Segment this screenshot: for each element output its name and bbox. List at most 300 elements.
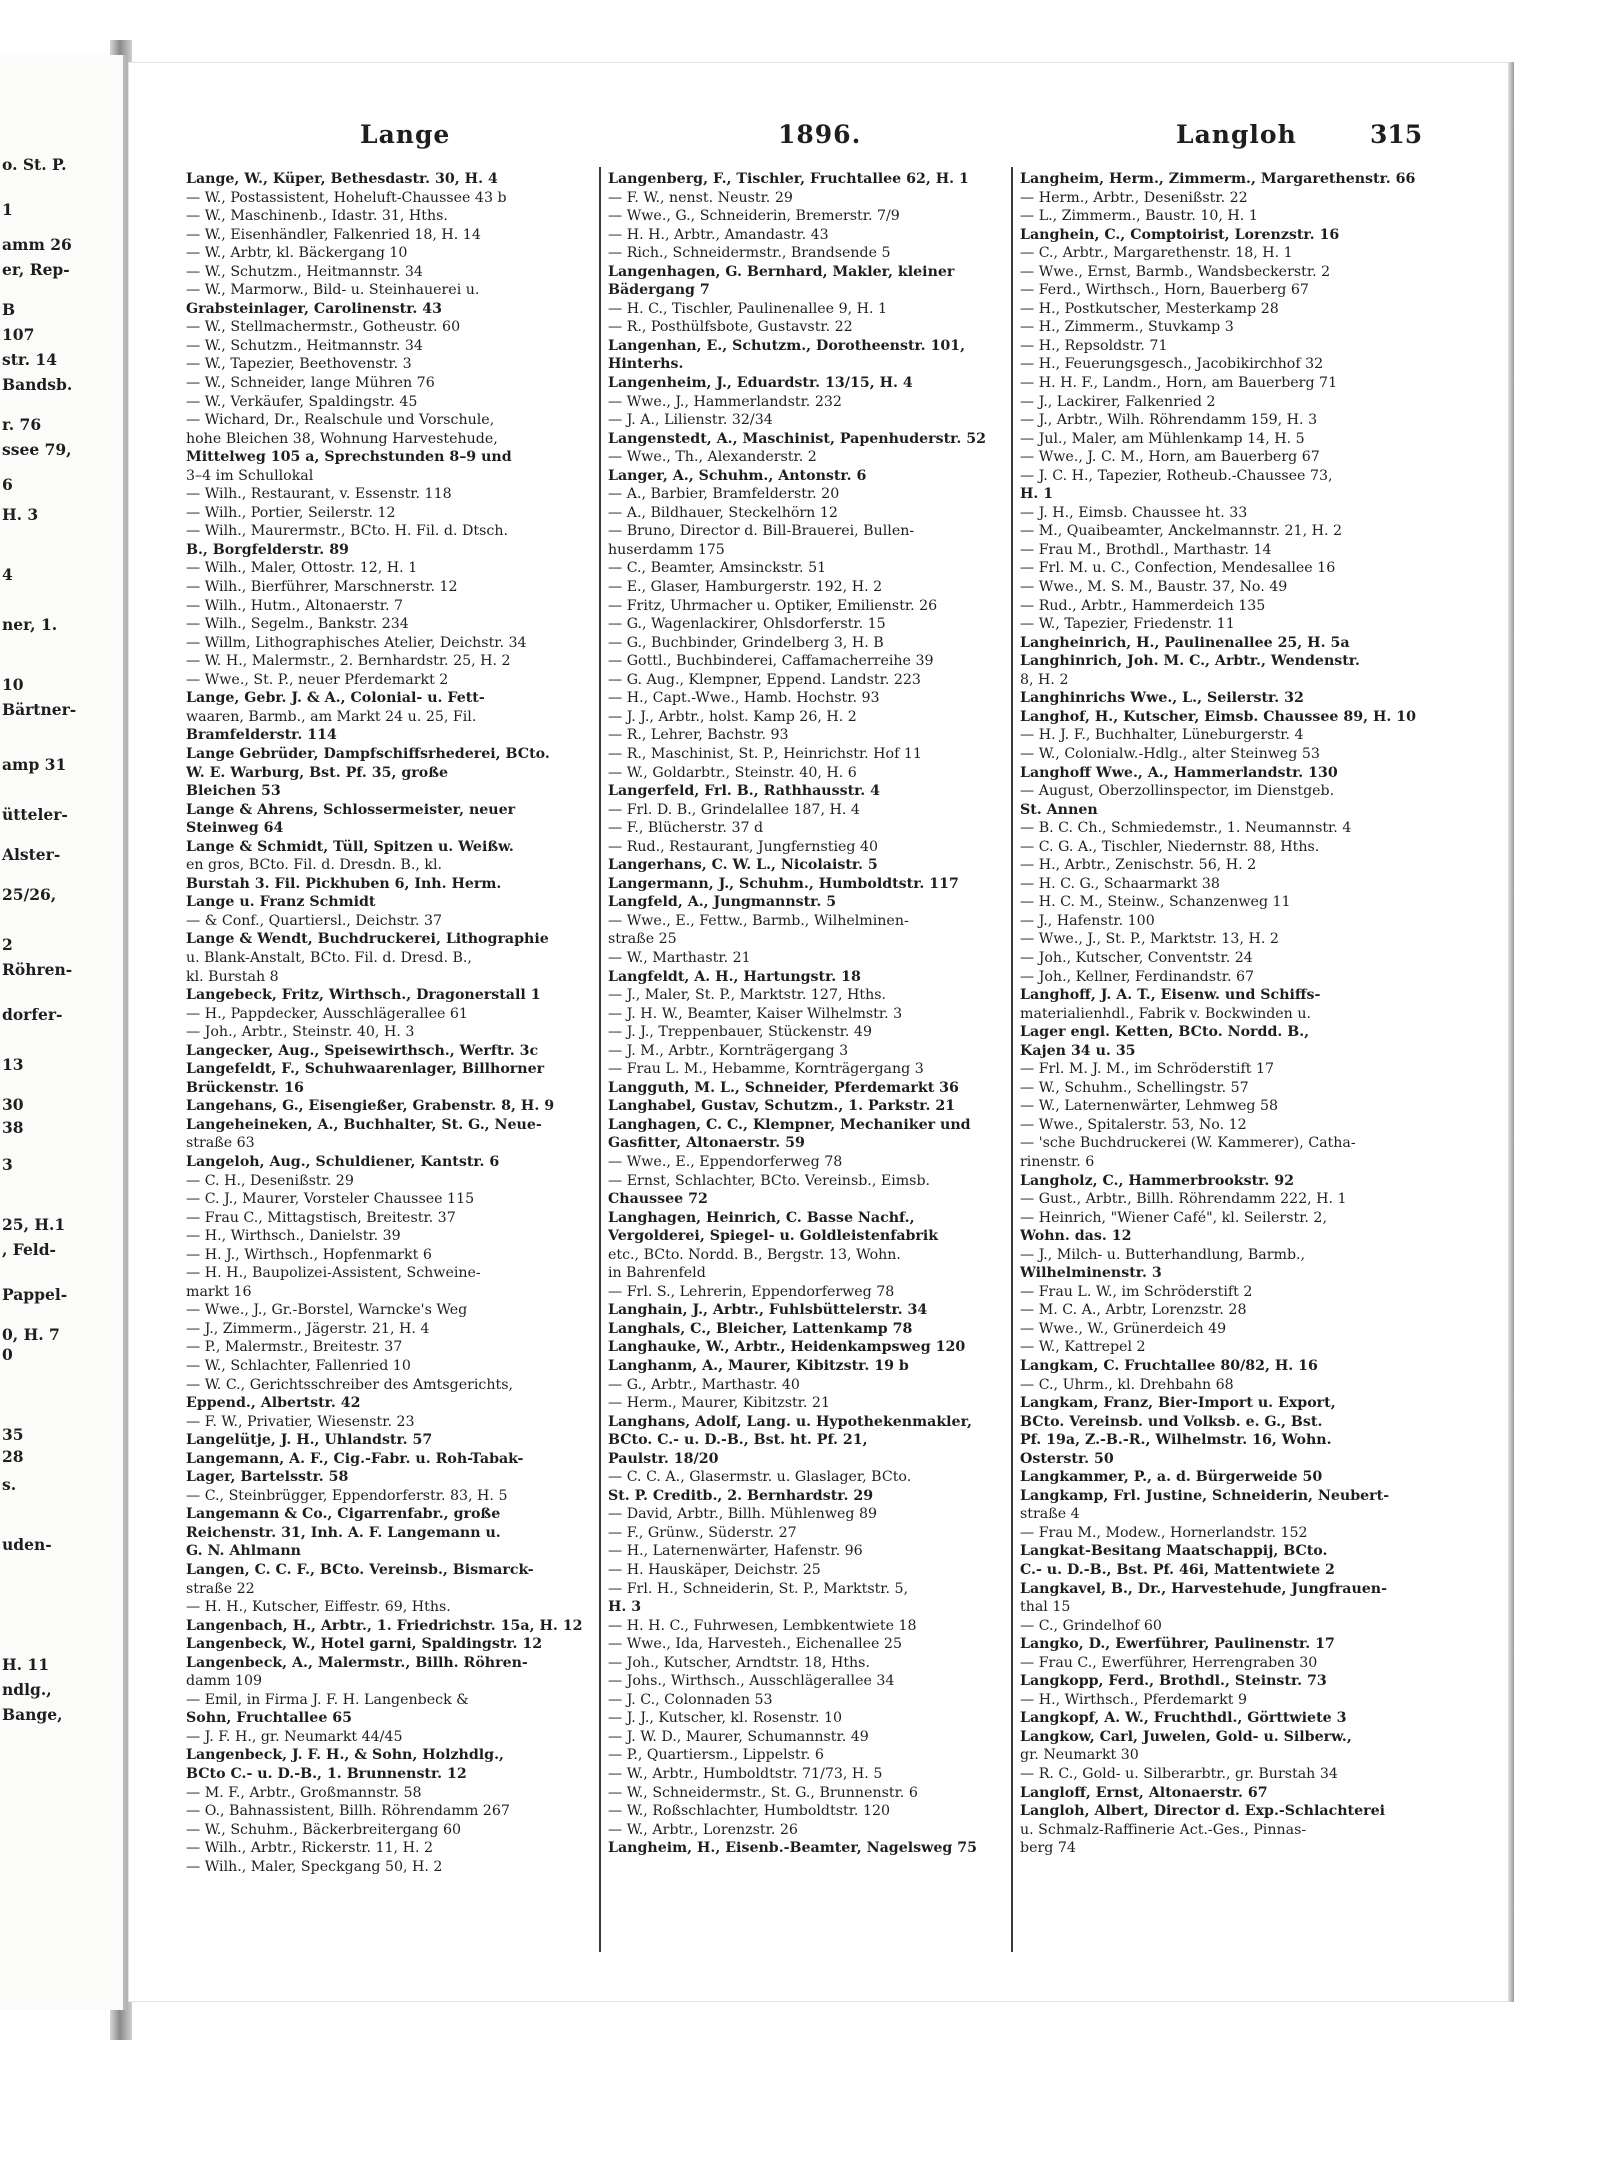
directory-entry: — Wilh., Segelm., Bankstr. 234 <box>186 616 409 633</box>
directory-entry: — J. F. H., gr. Neumarkt 44/45 <box>186 1728 403 1745</box>
directory-entry: — 'sche Buchdruckerei (W. Kammerer), Catha- <box>1020 1135 1356 1152</box>
directory-entry: — Wwe., E., Fettw., Barmb., Wilhelminen- <box>608 912 909 929</box>
directory-entry: Eppend., Albertstr. 42 <box>186 1395 361 1412</box>
directory-entry: — C. G. A., Tischler, Niedernstr. 88, Hths. <box>1020 838 1320 855</box>
directory-entry: — J., Zimmerm., Jägerstr. 21, H. 4 <box>186 1320 430 1337</box>
directory-entry: — J. J., Treppenbauer, Stückenstr. 49 <box>608 1024 872 1041</box>
header-year: 1896. <box>778 120 862 149</box>
directory-entry: — J., Arbtr., Wilh. Röhrendamm 159, H. 3 <box>1020 412 1318 429</box>
directory-entry: Langenhagen, G. Bernhard, Makler, kleiner <box>608 263 955 280</box>
directory-entry: Hinterhs. <box>608 356 684 373</box>
directory-entry: — G. Aug., Klempner, Eppend. Landstr. 223 <box>608 671 921 688</box>
directory-entry: — Wwe., Spitalerstr. 53, No. 12 <box>1020 1116 1247 1133</box>
directory-entry: — Herm., Maurer, Kibitzstr. 21 <box>608 1395 830 1412</box>
directory-entry: Langenbeck, J. F. H., & Sohn, Holzhdlg., <box>186 1747 504 1764</box>
directory-entry: Langemann, A. F., Cig.-Fabr. u. Roh-Tabak- <box>186 1450 524 1467</box>
directory-entry: — H., Wirthsch., Pferdemarkt 9 <box>1020 1691 1247 1708</box>
directory-entry: — J. A., Lilienstr. 32/34 <box>608 412 773 429</box>
directory-entry: Langenbeck, W., Hotel garni, Spaldingstr. 12 <box>186 1636 543 1653</box>
directory-entry: — P., Quartiersm., Lippelstr. 6 <box>608 1747 824 1764</box>
directory-entry: Langebeck, Fritz, Wirthsch., Dragonerstall 1 <box>186 987 541 1004</box>
directory-entry: Langefeldt, F., Schuhwaarenlager, Billhorner <box>186 1061 545 1078</box>
directory-entry: Steinweg 64 <box>186 820 284 837</box>
directory-entry: Wohn. das. 12 <box>1020 1228 1132 1245</box>
directory-entry: — H., Feuerungsgesch., Jacobikirchhof 32 <box>1020 356 1324 373</box>
directory-entry: — Heinrich, "Wiener Café", kl. Seilerstr. 2, <box>1020 1209 1327 1226</box>
column-rule <box>599 167 601 1952</box>
directory-entry: — Frau C., Mittagstisch, Breitestr. 37 <box>186 1209 456 1226</box>
directory-entry: Langenheim, J., Eduardstr. 13/15, H. 4 <box>608 375 913 392</box>
directory-entry: Lange Gebrüder, Dampfschiffsrhederei, BCto. <box>186 745 550 762</box>
directory-entry: straße 4 <box>1020 1506 1080 1523</box>
directory-entry: — W., Schutzm., Heitmannstr. 34 <box>186 337 423 354</box>
directory-entry: St. P. Creditb., 2. Bernhardstr. 29 <box>608 1487 874 1504</box>
directory-entry: — H. H., Kutscher, Eiffestr. 69, Hths. <box>186 1599 451 1616</box>
directory-entry: — Frau C., Ewerführer, Herrengraben 30 <box>1020 1654 1318 1671</box>
directory-entry: — Wwe., Ida, Harvesteh., Eichenallee 25 <box>608 1636 902 1653</box>
directory-entry: 8, H. 2 <box>1020 671 1069 688</box>
directory-entry: St. Annen <box>1020 801 1098 818</box>
directory-entry: — Wilh., Portier, Seilerstr. 12 <box>186 504 396 521</box>
directory-entry: Burstah 3. Fil. Pickhuben 6, Inh. Herm. <box>186 875 502 892</box>
directory-entry: Langkopf, A. W., Fruchthdl., Görttwiete 3 <box>1020 1710 1347 1727</box>
directory-entry: — A., Bildhauer, Steckelhörn 12 <box>608 504 838 521</box>
directory-page <box>128 62 1512 2002</box>
directory-entry: — R., Lehrer, Bachstr. 93 <box>608 727 789 744</box>
directory-entry: — W., Schuhm., Schellingstr. 57 <box>1020 1079 1249 1096</box>
directory-entry: — H., Wirthsch., Danielstr. 39 <box>186 1228 401 1245</box>
directory-entry: huserdamm 175 <box>608 541 725 558</box>
directory-entry: Langhinrichs Wwe., L., Seilerstr. 32 <box>1020 690 1304 707</box>
previous-page-text: 0, H. 7 <box>2 1325 60 1344</box>
directory-entry: — W., Arbtr., Lorenzstr. 26 <box>608 1821 798 1838</box>
directory-entry: — & Conf., Quartiersl., Deichstr. 37 <box>186 912 443 929</box>
directory-entry: — David, Arbtr., Billh. Mühlenweg 89 <box>608 1506 877 1523</box>
directory-entry: — Frl. D. B., Grindelallee 187, H. 4 <box>608 801 860 818</box>
directory-entry: — W., Marthastr. 21 <box>608 949 751 966</box>
directory-entry: — H., Zimmerm., Stuvkamp 3 <box>1020 319 1234 336</box>
directory-entry: Lange, Gebr. J. & A., Colonial- u. Fett- <box>186 690 485 707</box>
directory-entry: — W., Postassistent, Hoheluft-Chaussee 43 b <box>186 189 507 206</box>
directory-entry: Langkopp, Ferd., Brothdl., Steinstr. 73 <box>1020 1673 1327 1690</box>
directory-entry: — Wilh., Maurermstr., BCto. H. Fil. d. Dtsch. <box>186 523 508 540</box>
directory-column-2 <box>608 170 1008 1858</box>
directory-entry: — H., Laternenwärter, Hafenstr. 96 <box>608 1543 863 1560</box>
directory-entry: Langkat-Besitang Maatschappij, BCto. <box>1020 1543 1328 1560</box>
directory-entry: — W., Schneider, lange Mühren 76 <box>186 375 435 392</box>
previous-page-text: H. 3 <box>2 505 39 524</box>
directory-entry: — R. C., Gold- u. Silberarbtr., gr. Burstah 34 <box>1020 1766 1338 1783</box>
directory-entry: — J. C. H., Tapezier, Rotheub.-Chaussee 73, <box>1020 467 1333 484</box>
directory-entry: — A., Barbier, Bramfelderstr. 20 <box>608 486 840 503</box>
directory-entry: Langko, D., Ewerführer, Paulinenstr. 17 <box>1020 1636 1335 1653</box>
directory-entry: — C. J., Maurer, Vorsteler Chaussee 115 <box>186 1191 475 1208</box>
directory-entry: — Jul., Maler, am Mühlenkamp 14, H. 5 <box>1020 430 1305 447</box>
directory-entry: — H. J., Wirthsch., Hopfenmarkt 6 <box>186 1246 432 1263</box>
directory-entry: Langhabel, Gustav, Schutzm., 1. Parkstr. 21 <box>608 1098 956 1115</box>
directory-entry: Langkammer, P., a. d. Bürgerweide 50 <box>1020 1469 1323 1486</box>
directory-entry: — Wwe., G., Schneiderin, Bremerstr. 7/9 <box>608 208 900 225</box>
previous-page-text: uden- <box>2 1535 52 1554</box>
previous-page-text: ütteler- <box>2 805 68 824</box>
directory-entry: straße 25 <box>608 931 677 948</box>
previous-page-text: 13 <box>2 1055 24 1074</box>
directory-entry: — H. H., Baupolizei-Assistent, Schweine- <box>186 1265 481 1282</box>
directory-entry: — Ernst, Schlachter, BCto. Vereinsb., Eimsb. <box>608 1172 931 1189</box>
directory-entry: — H. C. M., Steinw., Schanzenweg 11 <box>1020 894 1291 911</box>
directory-entry: Bleichen 53 <box>186 783 281 800</box>
directory-entry: — O., Bahnassistent, Billh. Röhrendamm 267 <box>186 1803 510 1820</box>
directory-entry: — Herm., Arbtr., Desenißstr. 22 <box>1020 189 1248 206</box>
previous-page-text: 3 <box>2 1155 13 1174</box>
directory-entry: Langholz, C., Hammerbrookstr. 92 <box>1020 1172 1294 1189</box>
directory-entry: — J., Lackirer, Falkenried 2 <box>1020 393 1216 410</box>
directory-entry: — B. C. Ch., Schmiedemstr., 1. Neumannstr. 4 <box>1020 820 1352 837</box>
directory-entry: — W., Tapezier, Friedenstr. 11 <box>1020 616 1235 633</box>
directory-entry: — C., Steinbrügger, Eppendorferstr. 83, H. 5 <box>186 1487 508 1504</box>
previous-page-text: 0 <box>2 1345 13 1364</box>
directory-entry: Langkow, Carl, Juwelen, Gold- u. Silberw., <box>1020 1728 1352 1745</box>
directory-entry: — Bruno, Director d. Bill-Brauerei, Bullen- <box>608 523 915 540</box>
previous-page-text: Bärtner- <box>2 700 77 719</box>
directory-entry: gr. Neumarkt 30 <box>1020 1747 1139 1764</box>
directory-entry: — J., Hafenstr. 100 <box>1020 912 1155 929</box>
directory-entry: — H., Capt.-Wwe., Hamb. Hochstr. 93 <box>608 690 880 707</box>
directory-entry: — G., Arbtr., Marthastr. 40 <box>608 1376 800 1393</box>
directory-entry: Langemann & Co., Cigarrenfabr., große <box>186 1506 501 1523</box>
directory-entry: — M. C. A., Arbtr, Lorenzstr. 28 <box>1020 1302 1247 1319</box>
directory-entry: — H. H. C., Fuhrwesen, Lembkentwiete 18 <box>608 1617 917 1634</box>
directory-entry: — H. H., Arbtr., Amandastr. 43 <box>608 226 829 243</box>
directory-entry: H. 1 <box>1020 486 1054 503</box>
previous-page-text: 10 <box>2 675 24 694</box>
previous-page-text: 30 <box>2 1095 24 1114</box>
previous-page-text: s. <box>2 1475 17 1494</box>
directory-entry: 3–4 im Schullokal <box>186 467 314 484</box>
header-catchword-right: Langloh <box>1176 120 1297 149</box>
directory-entry: — C. H., Desenißstr. 29 <box>186 1172 354 1189</box>
directory-entry: Langguth, M. L., Schneider, Pferdemarkt 36 <box>608 1079 959 1096</box>
previous-page-text: 2 <box>2 935 13 954</box>
directory-entry: BCto C.- u. D.-B., 1. Brunnenstr. 12 <box>186 1766 467 1783</box>
directory-entry: — C., Beamter, Amsinckstr. 51 <box>608 560 827 577</box>
previous-page-text: Bandsb. <box>2 375 73 394</box>
previous-page-text: 28 <box>2 1447 24 1466</box>
previous-page-text: Alster- <box>2 845 61 864</box>
directory-entry: Langerhans, C. W. L., Nicolaistr. 5 <box>608 857 878 874</box>
page-edge <box>1508 62 1514 2002</box>
directory-entry: — Wwe., Th., Alexanderstr. 2 <box>608 449 817 466</box>
directory-entry: — J. H. W., Beamter, Kaiser Wilhelmstr. 3 <box>608 1005 903 1022</box>
previous-page-text: 38 <box>2 1118 24 1137</box>
directory-entry: etc., BCto. Nordd. B., Bergstr. 13, Wohn. <box>608 1246 901 1263</box>
directory-entry: Langhagen, C. C., Klempner, Mechaniker und <box>608 1116 971 1133</box>
directory-entry: — M., Quaibeamter, Anckelmannstr. 21, H. 2 <box>1020 523 1343 540</box>
directory-entry: — F., Blücherstr. 37 d <box>608 820 764 837</box>
directory-entry: — J. J., Arbtr., holst. Kamp 26, H. 2 <box>608 708 857 725</box>
directory-entry: — Willm, Lithographisches Atelier, Deichstr. 34 <box>186 634 527 651</box>
directory-entry: Langenbeck, A., Malermstr., Billh. Röhren- <box>186 1654 528 1671</box>
directory-entry: — G., Wagenlackirer, Ohlsdorferstr. 15 <box>608 616 886 633</box>
page-header <box>128 120 1512 160</box>
previous-page-text: dorfer- <box>2 1005 63 1024</box>
directory-entry: damm 109 <box>186 1673 263 1690</box>
directory-entry: BCto. C.- u. D.-B., Bst. ht. Pf. 21, <box>608 1432 868 1449</box>
directory-entry: H. 3 <box>608 1599 642 1616</box>
previous-page-text: ndlg., <box>2 1680 52 1699</box>
directory-entry: — J. C., Colonnaden 53 <box>608 1691 773 1708</box>
directory-entry: — W., Maschinenb., Idastr. 31, Hths. <box>186 208 448 225</box>
directory-entry: — J. H., Eimsb. Chaussee ht. 33 <box>1020 504 1248 521</box>
directory-entry: — Wilh., Maler, Speckgang 50, H. 2 <box>186 1858 443 1875</box>
directory-entry: — H. Hauskäper, Deichstr. 25 <box>608 1562 821 1579</box>
directory-entry: W. E. Warburg, Bst. Pf. 35, große <box>186 764 449 781</box>
directory-entry: Reichenstr. 31, Inh. A. F. Langemann u. <box>186 1524 501 1541</box>
directory-entry: Lange & Wendt, Buchdruckerei, Lithographie <box>186 931 549 948</box>
previous-page-text: 6 <box>2 475 13 494</box>
directory-entry: en gros, BCto. Fil. d. Dresdn. B., kl. <box>186 857 443 874</box>
directory-entry: — W., Goldarbtr., Steinstr. 40, H. 6 <box>608 764 857 781</box>
directory-entry: Langkamp, Frl. Justine, Schneiderin, Neubert- <box>1020 1487 1390 1504</box>
directory-entry: Langhagen, Heinrich, C. Basse Nachf., <box>608 1209 915 1226</box>
directory-entry: Langeheineken, A., Buchhalter, St. G., Neue- <box>186 1116 542 1133</box>
directory-entry: — August, Oberzollinspector, im Dienstgeb. <box>1020 783 1335 800</box>
directory-entry: — J., Milch- u. Butterhandlung, Barmb., <box>1020 1246 1306 1263</box>
directory-entry: — J. W. D., Maurer, Schumannstr. 49 <box>608 1728 869 1745</box>
directory-entry: Bramfelderstr. 114 <box>186 727 337 744</box>
directory-entry: Langhoff Wwe., A., Hammerlandstr. 130 <box>1020 764 1338 781</box>
directory-entry: Langkam, C. Fruchtallee 80/82, H. 16 <box>1020 1358 1318 1374</box>
directory-entry: — Rich., Schneidermstr., Brandsende 5 <box>608 245 891 262</box>
directory-entry: Lange & Ahrens, Schlossermeister, neuer <box>186 801 516 818</box>
previous-page-text: 25/26, <box>2 885 57 904</box>
directory-entry: — W. H., Malermstr., 2. Bernhardstr. 25, H. 2 <box>186 653 511 670</box>
directory-entry: Paulstr. 18/20 <box>608 1450 719 1467</box>
directory-entry: — Frau L. M., Hebamme, Kornträgergang 3 <box>608 1061 924 1078</box>
directory-entry: — Wwe., J. C. M., Horn, am Bauerberg 67 <box>1020 449 1320 466</box>
directory-entry: — Gust., Arbtr., Billh. Röhrendamm 222, H. 1 <box>1020 1191 1347 1208</box>
directory-entry: — W., Verkäufer, Spaldingstr. 45 <box>186 393 418 410</box>
directory-entry: rinenstr. 6 <box>1020 1153 1095 1170</box>
directory-entry: Langfeld, A., Jungmannstr. 5 <box>608 894 837 911</box>
directory-entry: u. Blank-Anstalt, BCto. Fil. d. Dresd. B., <box>186 949 472 966</box>
directory-entry: Langenhan, E., Schutzm., Dorotheenstr. 101, <box>608 337 966 354</box>
directory-entry: Sohn, Fruchtallee 65 <box>186 1710 353 1727</box>
directory-entry: Langecker, Aug., Speisewirthsch., Werftr. 3c <box>186 1042 539 1059</box>
directory-entry: — J. J., Kutscher, kl. Rosenstr. 10 <box>608 1710 843 1727</box>
directory-entry: — M. F., Arbtr., Großmannstr. 58 <box>186 1784 422 1801</box>
directory-entry: — F., Grünw., Süderstr. 27 <box>608 1524 797 1541</box>
directory-entry: — Ferd., Wirthsch., Horn, Bauerberg 67 <box>1020 282 1309 299</box>
previous-page-text: H. 11 <box>2 1655 50 1674</box>
directory-entry: Langen, C. C. F., BCto. Vereinsb., Bismarck- <box>186 1562 534 1579</box>
previous-page-text: Röhren- <box>2 960 73 979</box>
directory-entry: in Bahrenfeld <box>608 1265 706 1282</box>
previous-page-text: 107 <box>2 325 35 344</box>
directory-entry: — Frau M., Brothdl., Marthastr. 14 <box>1020 541 1272 558</box>
directory-entry: — P., Malermstr., Breitestr. 37 <box>186 1339 403 1356</box>
directory-entry: — R., Posthülfsbote, Gustavstr. 22 <box>608 319 853 336</box>
directory-entry: Vergolderei, Spiegel- u. Goldleistenfabrik <box>608 1228 939 1245</box>
directory-entry: — W., Arbtr, kl. Bäckergang 10 <box>186 245 408 262</box>
directory-entry: hohe Bleichen 38, Wohnung Harvestehude, <box>186 430 498 447</box>
directory-entry: Langeloh, Aug., Schuldiener, Kantstr. 6 <box>186 1153 500 1170</box>
directory-entry: Wilhelminenstr. 3 <box>1020 1265 1162 1282</box>
directory-entry: — H., Pappdecker, Ausschlägerallee 61 <box>186 1005 468 1022</box>
directory-entry: — Emil, in Firma J. F. H. Langenbeck & <box>186 1691 469 1708</box>
directory-entry: Mittelweg 105 a, Sprechstunden 8–9 und <box>186 449 512 466</box>
directory-entry: — C., Uhrm., kl. Drehbahn 68 <box>1020 1376 1234 1393</box>
directory-entry: Brückenstr. 16 <box>186 1079 304 1096</box>
directory-entry: — H. C., Tischler, Paulinenallee 9, H. 1 <box>608 300 888 317</box>
directory-entry: — H., Arbtr., Zenischstr. 56, H. 2 <box>1020 857 1257 874</box>
directory-entry: — Wwe., M. S. M., Baustr. 37, No. 49 <box>1020 579 1288 596</box>
directory-entry: — Frau L. W., im Schröderstift 2 <box>1020 1283 1253 1300</box>
previous-page-edge <box>123 55 126 2010</box>
previous-page-text: amm 26 <box>2 235 72 254</box>
directory-entry: Langenberg, F., Tischler, Fruchtallee 62, H. 1 <box>608 171 969 187</box>
directory-entry: — W., Schutzm., Heitmannstr. 34 <box>186 263 423 280</box>
directory-entry: Langehans, G., Eisengießer, Grabenstr. 8, H. 9 <box>186 1098 555 1115</box>
previous-page-text: 35 <box>2 1425 24 1444</box>
directory-entry: — C., Grindelhof 60 <box>1020 1617 1162 1634</box>
directory-entry: Lange, W., Küper, Bethesdastr. 30, H. 4 <box>186 171 498 187</box>
column-rule <box>1011 167 1013 1952</box>
directory-entry: Langhals, C., Bleicher, Lattenkamp 78 <box>608 1320 913 1337</box>
previous-page-text: B <box>2 300 16 319</box>
directory-entry: — Fritz, Uhrmacher u. Optiker, Emilienstr. 26 <box>608 597 938 614</box>
directory-entry: — W., Schlachter, Fallenried 10 <box>186 1358 411 1374</box>
previous-page-text: o. St. P. <box>2 155 67 174</box>
directory-entry: Chaussee 72 <box>608 1191 708 1208</box>
directory-entry: Langelütje, J. H., Uhlandstr. 57 <box>186 1432 433 1449</box>
directory-entry: — H. H. F., Landm., Horn, am Bauerberg 71 <box>1020 375 1338 392</box>
directory-entry: — Johs., Wirthsch., Ausschlägerallee 34 <box>608 1673 895 1690</box>
directory-entry: Langfeldt, A. H., Hartungstr. 18 <box>608 968 861 985</box>
directory-entry: C.- u. D.-B., Bst. Pf. 46i, Mattentwiete 2 <box>1020 1562 1335 1579</box>
directory-column-3 <box>1020 170 1420 1858</box>
directory-column-1 <box>186 170 586 1876</box>
directory-entry: — Wwe., St. P., neuer Pferdemarkt 2 <box>186 671 449 688</box>
directory-entry: — Joh., Kutscher, Conventstr. 24 <box>1020 949 1253 966</box>
previous-page-text: Bange, <box>2 1705 63 1724</box>
directory-entry: Grabsteinlager, Carolinenstr. 43 <box>186 300 443 317</box>
directory-entry: — W. C., Gerichtsschreiber des Amtsgerichts, <box>186 1376 513 1393</box>
directory-entry: G. N. Ahlmann <box>186 1543 301 1560</box>
previous-page-text: er, Rep- <box>2 260 70 279</box>
directory-entry: — Frl. H., Schneiderin, St. P., Marktstr. 5, <box>608 1580 909 1597</box>
directory-entry: — H. J. F., Buchhalter, Lüneburgerstr. 4 <box>1020 727 1304 744</box>
directory-entry: kl. Burstah 8 <box>186 968 279 985</box>
directory-entry: — W., Roßschlachter, Humboldtstr. 120 <box>608 1803 891 1820</box>
directory-entry: berg 74 <box>1020 1840 1076 1857</box>
directory-entry: — C., Arbtr., Margarethenstr. 18, H. 1 <box>1020 245 1293 262</box>
previous-page-text: ner, 1. <box>2 615 58 634</box>
directory-entry: — W., Laternenwärter, Lehmweg 58 <box>1020 1098 1279 1115</box>
previous-page-text: Pappel- <box>2 1285 68 1304</box>
directory-entry: — Frl. M. u. C., Confection, Mendesallee 16 <box>1020 560 1336 577</box>
directory-entry: Langhoff, J. A. T., Eisenw. und Schiffs- <box>1020 987 1321 1004</box>
directory-entry: — Wwe., W., Grünerdeich 49 <box>1020 1320 1227 1337</box>
directory-entry: — Wwe., J., St. P., Marktstr. 13, H. 2 <box>1020 931 1279 948</box>
directory-entry: — H. C. G., Schaarmarkt 38 <box>1020 875 1220 892</box>
directory-entry: Langloff, Ernst, Altonaerstr. 67 <box>1020 1784 1268 1801</box>
directory-entry: — Frl. S., Lehrerin, Eppendorferweg 78 <box>608 1283 895 1300</box>
directory-entry: Langheim, H., Eisenb.-Beamter, Nagelsweg 75 <box>608 1840 977 1857</box>
directory-entry: Langer, A., Schuhm., Antonstr. 6 <box>608 467 867 484</box>
directory-entry: — W., Kattrepel 2 <box>1020 1339 1146 1356</box>
directory-entry: — Joh., Kutscher, Arndtstr. 18, Hths. <box>608 1654 870 1671</box>
directory-entry: — Wilh., Restaurant, v. Essenstr. 118 <box>186 486 452 503</box>
directory-entry: Langhans, Adolf, Lang. u. Hypothekenmakler, <box>608 1413 972 1430</box>
directory-entry: Langloh, Albert, Director d. Exp.-Schlachterei <box>1020 1803 1385 1820</box>
directory-entry: Langhinrich, Joh. M. C., Arbtr., Wendenstr. <box>1020 653 1360 670</box>
directory-entry: — J., Maler, St. P., Marktstr. 127, Hths. <box>608 987 887 1004</box>
directory-entry: Lager engl. Ketten, BCto. Nordd. B., <box>1020 1024 1310 1041</box>
previous-page-text: 1 <box>2 200 13 219</box>
directory-entry: — Wwe., J., Gr.-Borstel, Warncke's Weg <box>186 1302 468 1319</box>
directory-entry: — F. W., Privatier, Wiesenstr. 23 <box>186 1413 415 1430</box>
directory-entry: — Wichard, Dr., Realschule und Vorschule, <box>186 412 495 429</box>
directory-entry: Langkam, Franz, Bier-Import u. Export, <box>1020 1395 1336 1412</box>
previous-page-text: 25, H.1 <box>2 1215 66 1234</box>
directory-entry: Langhain, J., Arbtr., Fuhlsbüttelerstr. 34 <box>608 1302 928 1319</box>
directory-entry: Langenstedt, A., Maschinist, Papenhuderstr. 52 <box>608 430 986 447</box>
directory-entry: — W., Arbtr., Humboldtstr. 71/73, H. 5 <box>608 1766 883 1783</box>
directory-entry: — Joh., Arbtr., Steinstr. 40, H. 3 <box>186 1024 415 1041</box>
previous-page-text: amp 31 <box>2 755 67 774</box>
directory-entry: — Gottl., Buchbinderei, Caffamacherreihe 39 <box>608 653 934 670</box>
directory-entry: — Frau M., Modew., Hornerlandstr. 152 <box>1020 1524 1308 1541</box>
directory-entry: Osterstr. 50 <box>1020 1450 1114 1467</box>
directory-entry: — W., Tapezier, Beethovenstr. 3 <box>186 356 412 373</box>
previous-page-text: , Feld- <box>2 1240 56 1259</box>
header-catchword-left: Lange <box>360 120 451 149</box>
directory-entry: — Joh., Kellner, Ferdinandstr. 67 <box>1020 968 1255 985</box>
directory-entry: — W., Colonialw.-Hdlg., alter Steinweg 53 <box>1020 745 1320 762</box>
directory-entry: Lange & Schmidt, Tüll, Spitzen u. Weißw. <box>186 838 514 855</box>
directory-entry: straße 22 <box>186 1580 255 1597</box>
previous-page-text: ssee 79, <box>2 440 72 459</box>
directory-entry: Langhauke, W., Arbtr., Heidenkampsweg 120 <box>608 1339 966 1356</box>
directory-entry: — W., Stellmachermstr., Gotheustr. 60 <box>186 319 461 336</box>
directory-entry: Lager, Bartelsstr. 58 <box>186 1469 349 1486</box>
directory-entry: — R., Maschinist, St. P., Heinrichstr. Hof 11 <box>608 745 922 762</box>
directory-entry: — J. M., Arbtr., Kornträgergang 3 <box>608 1042 849 1059</box>
directory-entry: Langheinrich, H., Paulinenallee 25, H. 5a <box>1020 634 1350 651</box>
directory-entry: — Wilh., Hutm., Altonaerstr. 7 <box>186 597 404 614</box>
directory-entry: — H., Postkutscher, Mesterkamp 28 <box>1020 300 1279 317</box>
directory-entry: Langhein, C., Comptoirist, Lorenzstr. 16 <box>1020 226 1340 243</box>
directory-entry: — Wwe., J., Hammerlandstr. 232 <box>608 393 842 410</box>
previous-page-text: r. 76 <box>2 415 42 434</box>
directory-entry: Langkavel, B., Dr., Harvestehude, Jungfrauen- <box>1020 1580 1388 1597</box>
directory-entry: Langermann, J., Schuhm., Humboldtstr. 117 <box>608 875 959 892</box>
directory-entry: — Rud., Arbtr., Hammerdeich 135 <box>1020 597 1266 614</box>
page-number: 315 <box>1370 120 1423 149</box>
directory-entry: — Wwe., Ernst, Barmb., Wandsbeckerstr. 2 <box>1020 263 1331 280</box>
directory-entry: — Wilh., Bierführer, Marschnerstr. 12 <box>186 579 458 596</box>
directory-entry: — E., Glaser, Hamburgerstr. 192, H. 2 <box>608 579 883 596</box>
previous-page-text: str. 14 <box>2 350 57 369</box>
directory-entry: Langhof, H., Kutscher, Eimsb. Chaussee 89, H. 10 <box>1020 708 1416 725</box>
directory-entry: B., Borgfelderstr. 89 <box>186 541 349 558</box>
directory-entry: Langenbach, H., Arbtr., 1. Friedrichstr. 15a, H. 12 <box>186 1617 583 1634</box>
directory-entry: waaren, Barmb., am Markt 24 u. 25, Fil. <box>186 708 477 725</box>
directory-entry: — C. C. A., Glasermstr. u. Glaslager, BCto. <box>608 1469 912 1486</box>
directory-entry: thal 15 <box>1020 1599 1071 1616</box>
directory-entry: — Wwe., E., Eppendorferweg 78 <box>608 1153 843 1170</box>
